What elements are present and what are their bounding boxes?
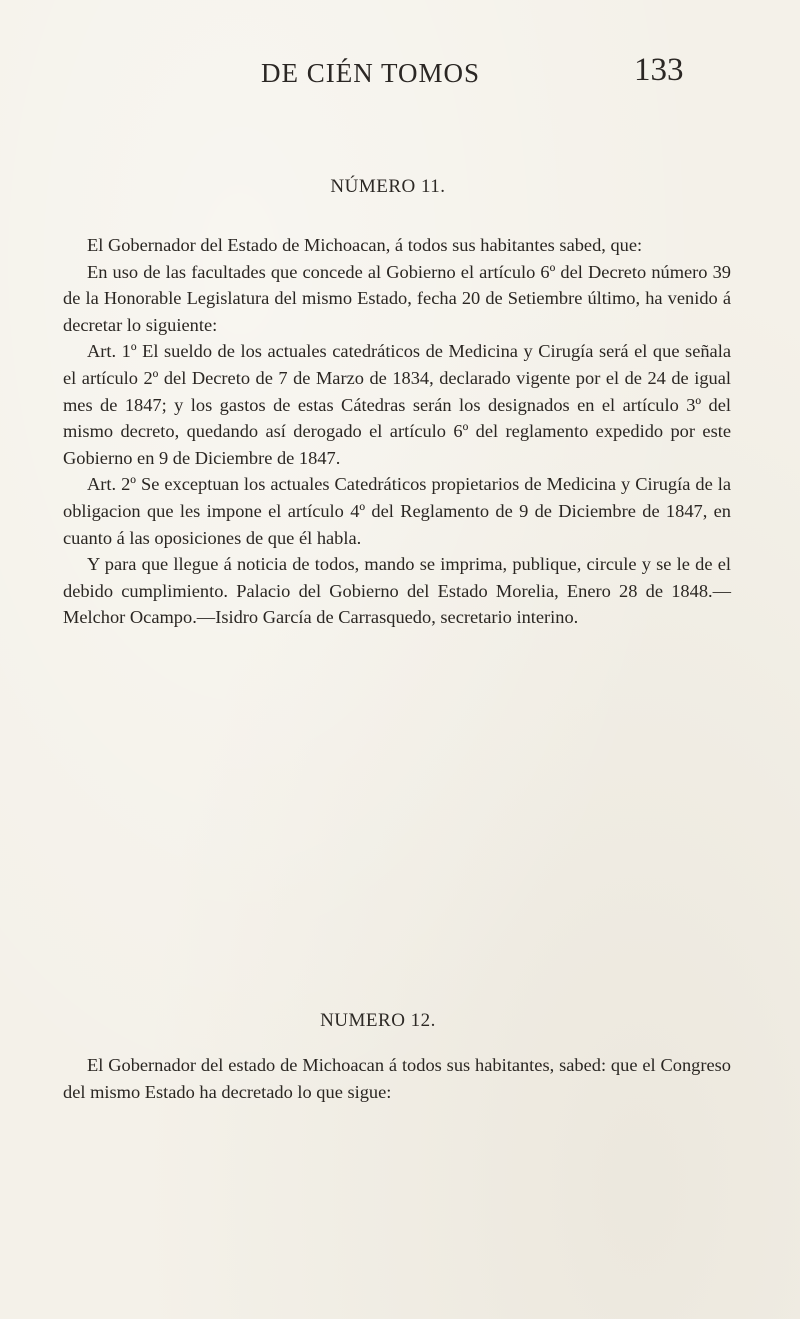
running-title: DE CIÉN TOMOS bbox=[261, 58, 481, 88]
section-heading: NUMERO 12. bbox=[320, 1010, 436, 1031]
paragraph: El Gobernador del estado de Michoacan á todos sus habitantes, sabed: que el Congreso del mismo Estado ha decretado lo que sigue: bbox=[63, 1055, 731, 1102]
section-body bbox=[63, 232, 731, 631]
section-heading: NÚMERO 11. bbox=[330, 176, 446, 197]
paragraph: En uso de las facultades que concede al Gobierno el artículo 6º del Decreto número 39 de la Honorable Legislatura del mismo Estado, fecha 20 de Setiembre último, ha venido á decretar lo siguiente: bbox=[63, 261, 731, 335]
section-body bbox=[63, 1052, 731, 1105]
paragraph: Art. 2º Se exceptuan los actuales Catedráticos propietarios de Medicina y Cirugía de la obligacion que les impone el artículo 4º del Reglamento de 9 de Diciembre de 1847, en cuanto á las oposiciones de que él habla. bbox=[63, 474, 731, 548]
page-number: 133 bbox=[634, 52, 684, 88]
paragraph: Y para que llegue á noticia de todos, mando se imprima, publique, circule y se le de el debido cumplimiento. Palacio del Gobierno del Estado Morelia, Enero 28 de 1848.—Melchor Ocampo.—Isidro García de Carrasquedo, secretario interino. bbox=[63, 554, 731, 628]
paragraph: Art. 1º El sueldo de los actuales catedráticos de Medicina y Cirugía será el que señala el artículo 2º del Decreto de 7 de Marzo de 1834, declarado vigente por el de 24 de igual mes de 1847; y los gastos de estas Cátedras serán los designados en el artículo 3º del mismo decreto, quedando así derogado el artículo 6º del reglamento expedido por este Gobierno en 9 de Diciembre de 1847. bbox=[63, 341, 731, 468]
paragraph: El Gobernador del Estado de Michoacan, á todos sus habitantes sabed, que: bbox=[87, 235, 643, 255]
running-head bbox=[0, 52, 800, 98]
